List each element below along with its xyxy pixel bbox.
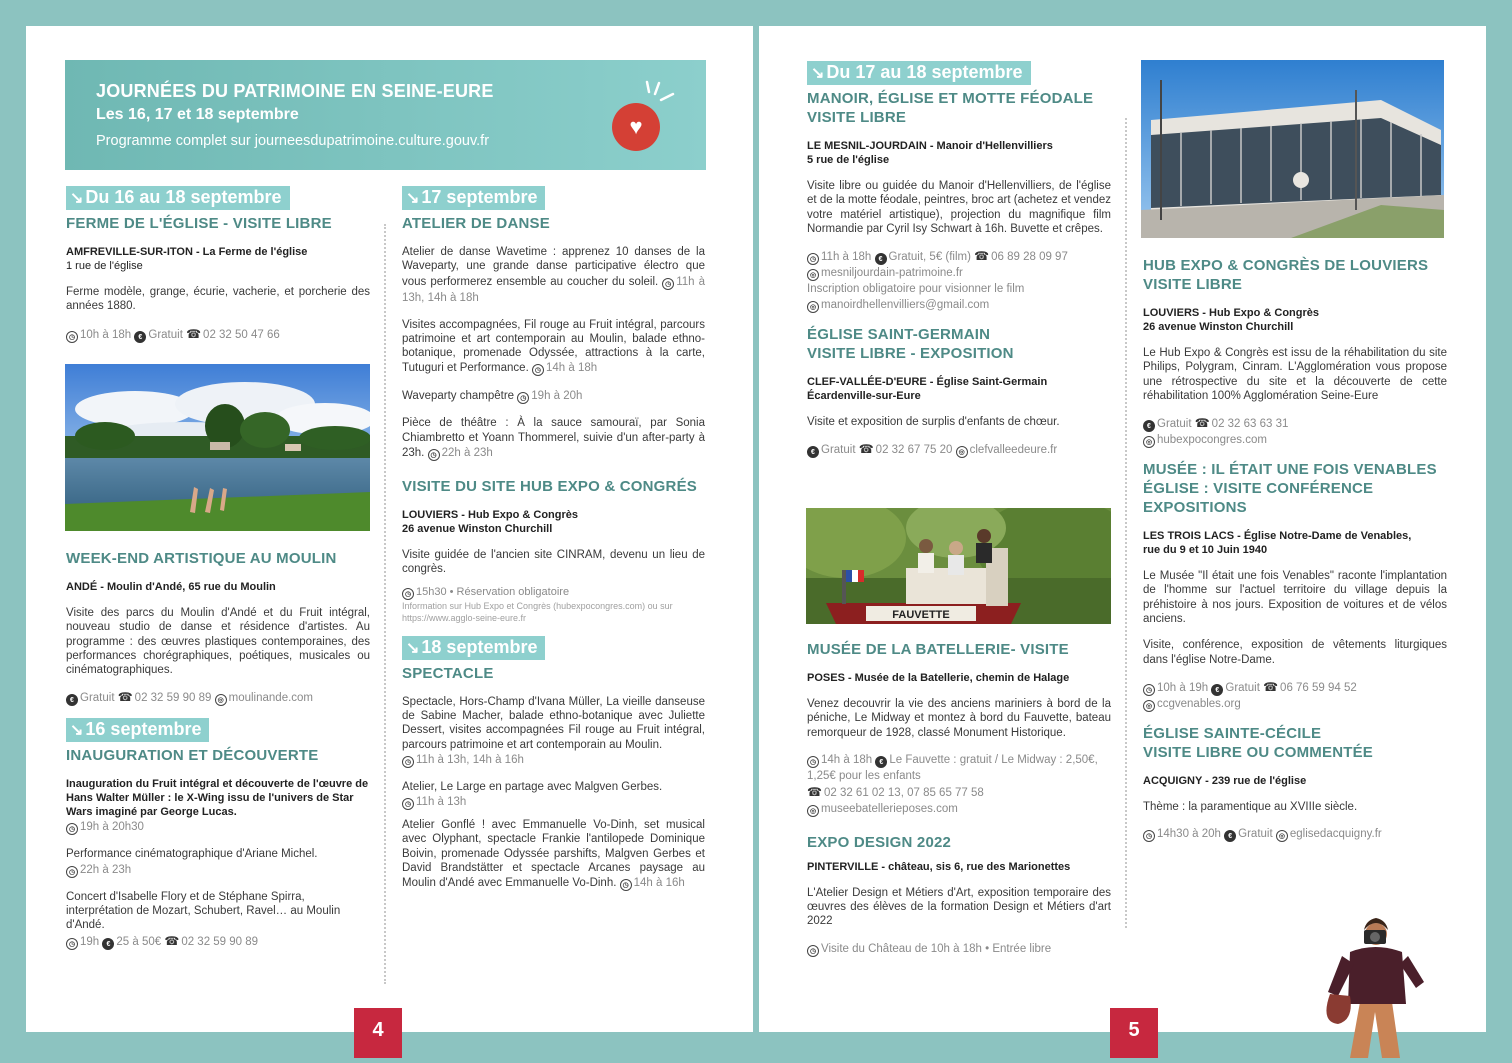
event-meta: ◷ 15h30 • Réservation obligatoire (402, 585, 705, 600)
event-title: EXPO DESIGN 2022 (807, 833, 952, 851)
web-icon: ◎ (215, 694, 227, 706)
date-pill: ↘ 16 septembre (66, 718, 209, 742)
event-description: Ferme modèle, grange, écurie, vacherie, et porcherie des années 1880. (66, 286, 370, 313)
phone-icon: ☎ (164, 933, 180, 948)
clock-icon: ◷ (1143, 684, 1155, 696)
event-location: ANDÉ - Moulin d'Andé, 65 rue du Moulin (66, 581, 276, 593)
event-description: Le Musée "Il était une fois Venables" raconte l'implantation de l'homme sur l'actuel territoire du village depuis la préhistoire à nos jours. Exposition de voitures et de vélos anciens. (1143, 570, 1447, 626)
event-location: POSES - Musée de la Batellerie, chemin de Halage (807, 672, 1070, 684)
photographer-illustration (1320, 912, 1430, 1058)
event-description: Atelier de danse Wavetime : apprenez 10 danses de la Waveparty, une grande danse participative électro que vous performerez ensemble au coucher du soleil. ◷ 11h à 13h, 14h à 18h (402, 246, 705, 304)
event-description: Performance cinématographique d'Ariane Michel. (66, 848, 318, 861)
clock-icon: ◷ (402, 588, 414, 600)
event-subtitle: ÉGLISE : VISITE CONFÉRENCE (1143, 480, 1374, 498)
clock-icon: ◷ (66, 823, 78, 835)
event-meta: ◷ 19h à 20h30 (66, 819, 370, 835)
event-description: Thème : la paramentique au XVIIIe siècle. (1143, 800, 1358, 813)
website-link[interactable]: eglisedacquigny.fr (1289, 828, 1382, 841)
euro-icon: € (66, 694, 78, 706)
web-icon: ◎ (1276, 830, 1288, 842)
boat-photo (806, 508, 1111, 624)
website-link[interactable]: mesniljourdain-patrimoine.fr (821, 267, 963, 280)
event-address: rue du 9 et 10 Juin 1940 (1143, 544, 1268, 557)
event-title: MANOIR, ÉGLISE ET MOTTE FÉODALE (807, 90, 1094, 107)
event-description: Atelier, Le Large en partage avec Malgven Gerbes. (402, 780, 663, 793)
event-description: Venez decouvrir la vie des anciens mariniers à bord de la péniche, Le Midway et montez à bord du Fauvette, bateau remorqueur de 1928, classé Monument Historique. (807, 698, 1111, 739)
event-title: FERME DE L'ÉGLISE - VISITE LIBRE (66, 215, 332, 232)
clock-icon: ◷ (662, 278, 674, 290)
page-number: 5 (1110, 1008, 1158, 1058)
web-icon: ◎ (807, 269, 819, 281)
clock-icon: ◷ (66, 866, 78, 878)
website-link[interactable]: hubexpocongres.com (1157, 434, 1267, 447)
website-link[interactable]: ccgvenables.org (1157, 697, 1241, 710)
clock-icon: ◷ (532, 364, 544, 376)
event-description: Visite libre ou guidée du Manoir d'Hellenvilliers, de l'église et de la motte féodale, peintres, broc art (achetez et vendez votre matériel artistique), projection du magnifique film Normandie par Cyril Isy Schwart à 16h. Buvette et crêpes. (807, 180, 1111, 235)
phone-icon: ☎ (858, 442, 874, 457)
clock-icon: ◷ (807, 253, 819, 265)
event-subtitle: VISITE LIBRE OU COMMENTÉE (1143, 743, 1374, 761)
right-col-2 (1143, 256, 1447, 842)
web-icon: ◎ (807, 805, 819, 817)
clock-icon: ◷ (428, 449, 440, 461)
date-pill: ↘ Du 17 au 18 septembre (807, 61, 1031, 85)
left-col-2 (402, 186, 705, 891)
banner-dates: Les 16, 17 et 18 septembre (96, 106, 299, 123)
banner-program: Programme complet sur journeesdupatrimoine.culture.gouv.fr (96, 133, 490, 149)
euro-icon: € (807, 446, 819, 458)
event-meta: ◷ 14h à 18h € Le Fauvette : gratuit / Le Midway : 2,50€, 1,25€ pour les enfants (807, 753, 1098, 782)
euro-icon: € (102, 938, 114, 950)
event-title: HUB EXPO & CONGRÈS DE LOUVIERS (1143, 257, 1429, 274)
clock-icon: ◷ (807, 756, 819, 768)
banner (65, 60, 706, 170)
clock-icon: ◷ (402, 756, 414, 768)
date-pill: ↘ 18 septembre (402, 636, 545, 660)
event-description: Pièce de théâtre : À la sauce samouraï, par Sonia Chiambretto et Yoann Thommerel, suivie d'un after-party à 23h. ◷ 22h à 23h (402, 417, 705, 460)
event-web (807, 265, 1111, 281)
event-address: 1 rue de l'église (66, 260, 143, 272)
event-meta: € Gratuit ☎ 02 32 59 90 89 ◎ moulinande.com (66, 689, 370, 706)
event-meta: ◷ 14h30 à 20h € Gratuit ◎ eglisedacquigny.fr (1143, 826, 1447, 842)
event-title: ÉGLISE SAINTE-CÉCILE (1143, 724, 1322, 742)
event-meta: € Gratuit ☎ 02 32 63 63 31 (1143, 415, 1447, 432)
event-info: Information sur Hub Expo et Congrès (hubexpocongres.com) ou sur https://www.agglo-seine-eure.fr (402, 600, 673, 623)
event-note: Inscription obligatoire pour visionner le film (807, 283, 1025, 296)
boat-name: FAUVETTE (892, 609, 950, 621)
lake-photo (65, 364, 370, 531)
web-icon: ◎ (1143, 700, 1155, 712)
banner-title: JOURNÉES DU PATRIMOINE EN SEINE-EURE (96, 81, 494, 101)
clock-icon: ◷ (1143, 830, 1155, 842)
event-description: Visite, conférence, exposition de vêtements liturgiques dans l'église Notre-Dame. (1143, 639, 1447, 666)
phone-icon: ☎ (186, 326, 202, 341)
event-title: MUSÉE : IL ÉTAIT UNE FOIS VENABLES (1143, 461, 1437, 479)
euro-icon: € (1224, 830, 1236, 842)
phone-icon: ☎ (117, 690, 133, 705)
page-number: 4 (354, 1008, 402, 1058)
right-col-1b (807, 640, 1111, 957)
website-link[interactable]: museebatellerieposes.com (821, 802, 958, 815)
phone-icon: ☎ (1263, 679, 1279, 694)
event-location: LES TROIS LACS - Église Notre-Dame de Venables, (1143, 530, 1412, 543)
event-address: 5 rue de l'église (807, 154, 890, 166)
right-col-1 (807, 61, 1111, 458)
event-meta: € Gratuit ☎ 02 32 67 75 20 ◎ clefvalleedeure.fr (807, 441, 1111, 458)
event-meta: ◷ 11h à 13h (402, 794, 705, 810)
event-phone: ☎ 02 32 61 02 13, 07 85 65 77 58 (807, 784, 984, 799)
event-web (1143, 696, 1447, 712)
date-pill: ↘ Du 16 au 18 septembre (66, 186, 290, 210)
euro-icon: € (875, 253, 887, 265)
web-icon: ◎ (1143, 436, 1155, 448)
event-description: Le Hub Expo & Congrès est issu de la réhabilitation du site Philips, Polygram, Cinram. L'Agglomération vous propose une rétrospective du site et la découverte de cette réhabilitation 100% Agglomération Seine-Eure (1143, 347, 1447, 402)
event-title: INAUGURATION ET DÉCOUVERTE (66, 747, 319, 765)
event-address: Écardenville-sur-Eure (807, 390, 921, 403)
clock-icon: ◷ (66, 938, 78, 950)
event-description: Concert d'Isabelle Flory et de Stéphane Spirra, interprétation de Mozart, Schubert, Ravel… au Moulin d'Andé. (66, 890, 341, 932)
event-location: ACQUIGNY - 239 rue de l'église (1143, 774, 1307, 787)
euro-icon: € (875, 756, 887, 768)
event-location: PINTERVILLE - château, sis 6, rue des Marionettes (807, 860, 1071, 873)
website-link[interactable]: moulinande.com (228, 692, 314, 705)
event-title: ÉGLISE SAINT-GERMAIN (807, 326, 991, 344)
event-web (807, 801, 1111, 817)
left-col-1 (66, 186, 370, 343)
event-location: LOUVIERS - Hub Expo & Congrès (402, 509, 579, 522)
euro-icon: € (1143, 420, 1155, 432)
phone-icon: ☎ (974, 249, 990, 264)
event-meta: ◷ 19h € 25 à 50€ ☎ 02 32 59 90 89 (66, 933, 370, 950)
clock-icon: ◷ (402, 798, 414, 810)
event-meta: ◷ 10h à 18h € Gratuit ☎ 02 32 50 47 66 (66, 326, 370, 343)
clock-icon: ◷ (66, 331, 78, 343)
date-pill: ↘ 17 septembre (402, 186, 545, 210)
event-title: ATELIER DE DANSE (402, 215, 550, 232)
event-description: Atelier Gonflé ! avec Emmanuelle Vo-Dinh, set musical avec Olyphant, spectacle Frankie l'antilopede Dominique Boivin, promenade Odyssée parshifts, Malgven Gerbes et David Brandstätter et spectacle Arcanes paysage au Moulin d'Andé avec Emmanuelle Vo-Dinh. ◷ 14h à 16h (402, 819, 705, 890)
event-title: VISITE DU SITE HUB EXPO & CONGRÉS (402, 478, 697, 496)
clock-icon: ◷ (807, 945, 819, 957)
sparkle-icon (645, 80, 675, 104)
event-subtitle: VISITE LIBRE - EXPOSITION (807, 345, 1014, 363)
event-location: LE MESNIL-JOURDAIN - Manoir d'Hellenvilliers (807, 140, 1053, 152)
event-meta: ◷ 11h à 18h € Gratuit, 5€ (film) ☎ 06 89 28 09 97 (807, 248, 1111, 265)
event-description: Spectacle, Hors-Champ d'Ivana Müller, La vieille danseuse de Sabine Macher, balade ethno-botanique avec Juliette Dessert, visites accompagnées Fil rouge au Fruit intégral, parcours patrimoine et art contemporain au Moulin. (402, 695, 705, 751)
website-link[interactable]: clefvalleedeure.fr (969, 444, 1058, 457)
email-link[interactable]: manoirdhellenvilliers@gmail.com (821, 299, 990, 312)
event-subtitle: EXPOSITIONS (1143, 499, 1247, 517)
web-icon: ◎ (807, 301, 819, 313)
heart-icon: ♥ (612, 103, 660, 151)
event-meta: ◷ 22h à 23h (66, 862, 370, 878)
phone-icon: ☎ (1194, 416, 1210, 431)
event-address: 26 avenue Winston Churchill (1143, 321, 1294, 333)
web-icon: ◎ (956, 446, 968, 458)
event-meta: ◷ 11h à 13h, 14h à 16h (402, 752, 705, 768)
event-location: CLEF-VALLÉE-D'EURE - Église Saint-Germain (807, 376, 1048, 389)
building-photo (1141, 60, 1444, 238)
event-description: L'Atelier Design et Métiers d'Art, exposition temporaire des œuvres des élèves de la formation Design et Métiers d'art 2022 (807, 886, 1111, 928)
column-divider (1125, 118, 1127, 928)
event-title: SPECTACLE (402, 664, 494, 682)
event-title: MUSÉE DE LA BATELLERIE- VISITE (807, 641, 1069, 658)
event-description: Waveparty champêtre ◷ 19h à 20h (402, 390, 583, 403)
event-description: Visite des parcs du Moulin d'Andé et du Fruit intégral, nouveau studio de danse et résidence d'artistes. Au programme : des œuvres plastiques contemporaines, des performances chorégraphiques, poétiques, musicales ou cinématographiques. (66, 607, 370, 677)
phone-icon: ☎ (807, 784, 822, 799)
event-location: LOUVIERS - Hub Expo & Congrès (1143, 307, 1320, 319)
event-title: WEEK-END ARTISTIQUE AU MOULIN (66, 550, 337, 567)
event-description: Visite guidée de l'ancien site CINRAM, devenu un lieu de congrès. (402, 549, 705, 576)
event-meta: ◷ 10h à 19h € Gratuit ☎ 06 76 59 94 52 (1143, 679, 1447, 696)
left-col-1b (66, 549, 370, 950)
clock-icon: ◷ (620, 879, 632, 891)
clock-icon: ◷ (517, 392, 529, 404)
event-description: Visites accompagnées, Fil rouge au Fruit intégral, parcours patrimoine et art contemporain au Moulin, balade ethno-botanique, promenade Odyssée, attractions à la carte, Tutuguri et Performance. ◷ 14h à 18h (402, 318, 705, 375)
event-location: AMFREVILLE-SUR-ITON - La Ferme de l'église (66, 246, 308, 258)
event-description-bold: Inauguration du Fruit intégral et découverte de l'œuvre de Hans Walter Müller : le X-Wing issu de l'univers de Star Wars imaginé par George Lucas. (66, 778, 369, 819)
euro-icon: € (1211, 684, 1223, 696)
euro-icon: € (134, 331, 146, 343)
event-address: 26 avenue Winston Churchill (402, 523, 553, 536)
event-description: Visite et exposition de surplis d'enfants de chœur. (807, 416, 1060, 429)
column-divider (384, 224, 386, 984)
event-web (1143, 432, 1447, 448)
event-subtitle: VISITE LIBRE (807, 109, 907, 126)
event-subtitle: VISITE LIBRE (1143, 276, 1243, 293)
event-email (807, 297, 1111, 313)
event-meta: ◷ Visite du Château de 10h à 18h • Entrée libre (807, 941, 1111, 957)
